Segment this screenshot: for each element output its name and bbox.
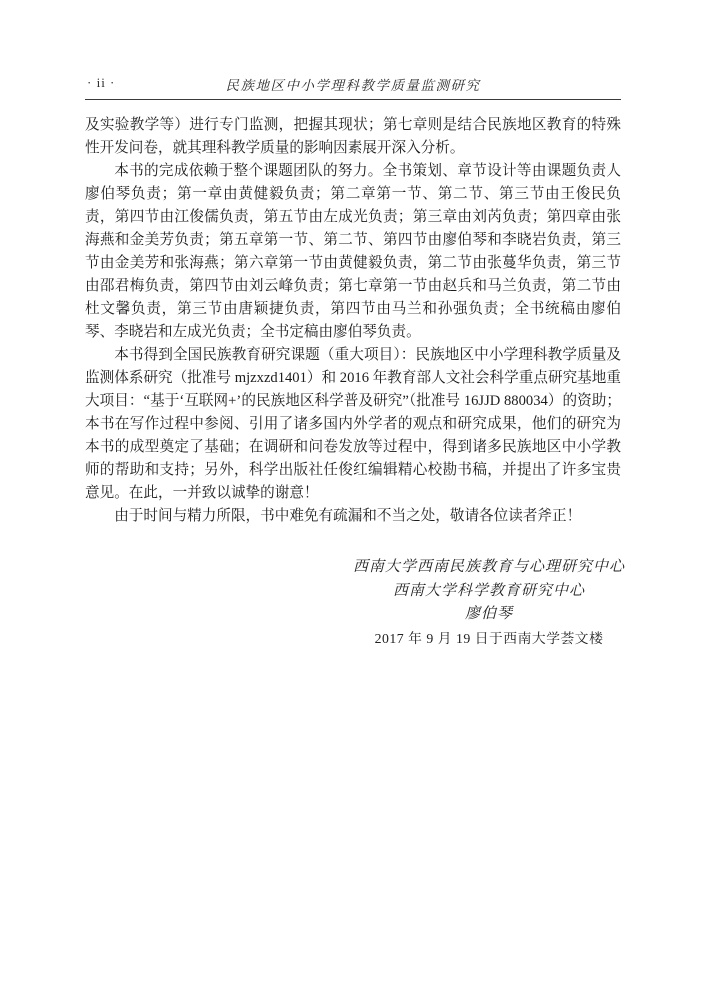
paragraph-funding: 本书得到全国民族教育研究课题（重大项目）：民族地区中小学理科教学质量及监测体系研究（批准号 mjzxzd1401）和 2016 年教育部人文社会科学重点研究基地重大项目：“基于‘互联网+’的民族地区科学普及研究”（批准号 16JJD 880034）的资助；本书在写作过程中参阅、引用了诸多国内外学者的观点和研究成果，他们的研究为本书的成型奠定了基础；在调研和问卷发放等过程中，得到诸多民族地区中小学教师的帮助和支持；另外，科学出版社任俊红编辑精心校勘书稿，并提出了许多宝贵意见。在此，一并致以诚挚的谢意！ xyxy=(85,347,621,501)
running-title: 民族地区中小学理科教学质量监测研究 xyxy=(225,78,481,93)
signature-block xyxy=(353,556,625,650)
paragraph-continuation: 及实验教学等）进行专门监测，把握其现状；第七章则是结合民族地区教育的特殊性开发问卷，就其理科教学质量的影响因素展开深入分析。 xyxy=(85,117,621,156)
paragraph-apology: 由于时间与精力所限，书中难免有疏漏和不当之处，敬请各位读者斧正！ xyxy=(114,508,582,524)
signature-date-line: 2017 年 9 月 19 日于西南大学荟文楼 xyxy=(374,630,604,646)
page-number: · ii · xyxy=(87,75,116,90)
page-body xyxy=(85,114,625,650)
paragraph-acknowledgement-team: 本书的完成依赖于整个课题团队的努力。全书策划、章节设计等由课题负责人廖伯琴负责；第一章由黄健毅负责；第二章第一节、第二节、第三节由王俊民负责，第四节由江俊儒负责，第五节由左成光负责；第三章由刘芮负责；第四章由张海燕和金美芳负责；第五章第一节、第二节、第四节由廖伯琴和李晓岩负责，第三节由金美芳和张海燕；第六章第一节由黄健毅负责，第二节由张蔓华负责，第三节由邵君梅负责，第四节由刘云峰负责；第七章第一节由赵兵和马兰负责，第二节由杜文馨负责，第三节由唐颖捷负责，第四节由马兰和孙强负责；全书统稿由廖伯琴、李晓岩和左成光负责；全书定稿由廖伯琴负责。 xyxy=(85,163,621,340)
signature-author-name: 廖伯琴 xyxy=(464,606,513,622)
signature-institution-1: 西南大学西南民族教育与心理研究中心 xyxy=(352,559,625,575)
signature-institution-2: 西南大学科学教育研究中心 xyxy=(392,582,585,599)
page-header xyxy=(85,74,621,100)
